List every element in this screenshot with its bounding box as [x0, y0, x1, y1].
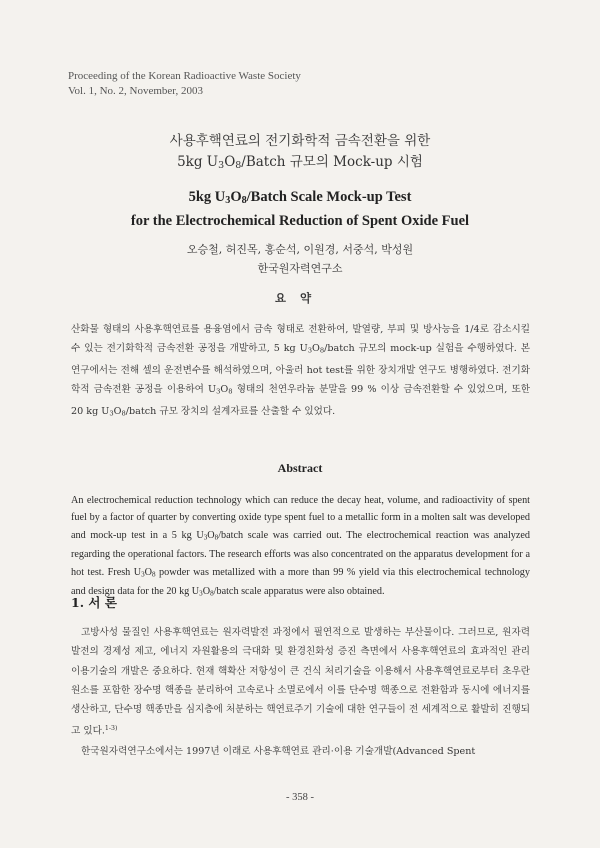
reference-marker: 1-3) — [104, 725, 118, 733]
page-number: - 358 - — [286, 792, 314, 803]
korean-abstract-text: /batch 규모 장치의 설계자료를 산출할 수 있었다. — [125, 405, 336, 417]
korean-title-line2 — [0, 152, 600, 176]
english-abstract-text: /batch scale was carried out. The electrochemical reaction was analyzed regarding the operational factors. The research efforts was also concentrated on the apparatus development for a hot test. Fresh U — [71, 529, 531, 578]
english-title-line1 — [0, 187, 600, 211]
author-names: 오승철, 허진목, 홍순석, 이원경, 서중석, 박성원 — [186, 243, 414, 256]
subscript: 3 — [203, 533, 208, 542]
subscript: 8 — [228, 387, 233, 396]
subscript: 3 — [109, 409, 114, 418]
english-title-text: /Batch Scale Mock-up Test — [246, 189, 412, 205]
korean-abstract-text: O — [311, 343, 320, 355]
english-abstract-text: O — [144, 566, 153, 578]
subscript: 8 — [319, 346, 325, 355]
introduction-paragraph-2: 한국원자력연구소에서는 1997년 이래로 사용후핵연료 관리·이용 기술개발(Advanced Spent — [81, 746, 476, 757]
journal-header — [68, 69, 301, 99]
subscript: 3 — [225, 195, 231, 207]
introduction-text: 고방사성 물질인 사용후핵연료는 원자력발전 과정에서 필연적으로 발생하는 부산물이다. 그러므로, 원자력발전의 경제성 제고, 에너지 자원활용의 극대화 및 환경친화성 증진 측면에서 사용후핵연료의 효과적인 관리 이용기술의 개발은 중요하다. 현재 핵확산 저항성이 큰 건식 처리기술을 이용해서 사용후핵연료로부터 초우란 원소를 포함한 장수명 핵종을 분리하여 고속로나 소멸로에서 이를 단수명 핵종으로 전환함과 동시에 에너지를 생산하고, 단수명 핵종만을 심지층에 처분하는 핵연료주기 기술에 대한 연구들이 전 세계적으로 활발히 진행되고 있다. — [71, 627, 530, 738]
subscript: 3 — [199, 589, 203, 598]
korean-title-line1: 사용후핵연료의 전기화학적 금속전환을 위한 — [169, 133, 431, 149]
subscript: 3 — [216, 387, 221, 396]
korean-abstract-text: O — [113, 405, 122, 417]
subscript: 3 — [141, 570, 145, 579]
korean-abstract-text: 형태의 천연우라늄 분말을 99 % 이상 금속전환할 수 있었으며, 또한 20 kg U — [71, 384, 531, 417]
korean-abstract-text: O — [220, 384, 229, 396]
author-block — [0, 240, 600, 278]
subscript: 8 — [235, 159, 242, 171]
abstract-heading: Abstract — [277, 461, 323, 475]
english-abstract-text: /batch scale apparatus were also obtained. — [213, 586, 385, 598]
korean-abstract-text: /batch 규모의 mock-up 실험을 수행하였다. 본 연구에서는 전해 셀의 운전변수를 해석하였으며, 아울러 hot test를 위한 장치개발 연구도 병행하였다. 전기화학적 금속전환 공정을 이용하여 U — [71, 343, 530, 396]
english-abstract-text: O — [202, 586, 211, 598]
english-title-line2: for the Electrochemical Reduction of Spent Oxide Fuel — [130, 213, 470, 230]
english-abstract — [71, 492, 530, 603]
english-abstract-text: An electrochemical reduction technology which can reduce the decay heat, volume, and radioactivity of spent fuel by a factor of quarter by converting oxide type spent fuel to a metallic form in a molten salt was developed and mock-up test in a 5 kg U — [71, 495, 530, 541]
section-heading-introduction: 1. 서 론 — [71, 595, 117, 610]
korean-title-text: /Batch 규모의 Mock-up 시험 — [241, 154, 423, 170]
subscript: 8 — [210, 589, 214, 598]
english-abstract-text: O — [207, 529, 215, 541]
introduction-paragraph-1 — [71, 623, 530, 742]
journal-name: Proceeding of the Korean Radioactive Waste Society — [68, 70, 301, 82]
korean-title-text: 5kg U — [177, 154, 219, 170]
korean-abstract-heading: 요약 — [274, 291, 326, 305]
subscript: 8 — [121, 409, 126, 418]
english-title-text: O — [230, 189, 242, 205]
english-title — [0, 187, 600, 232]
subscript: 3 — [218, 159, 225, 171]
english-abstract-text: powder was metallized with a more than 99 % yield via this electrochemical technology and design data for the 20 kg U — [71, 566, 530, 598]
subscript: 8 — [241, 195, 247, 207]
korean-abstract — [71, 320, 530, 424]
journal-volume: Vol. 1, No. 2, November, 2003 — [68, 85, 204, 97]
subscript: 3 — [307, 346, 312, 355]
korean-title-text: O — [224, 154, 236, 170]
author-affiliation: 한국원자력연구소 — [257, 262, 343, 275]
korean-title — [0, 131, 600, 176]
subscript: 8 — [152, 570, 156, 579]
english-title-text: 5kg U — [188, 189, 226, 205]
korean-abstract-text: 산화물 형태의 사용후핵연료를 용융염에서 금속 형태로 전환하여, 발열량, 부피 및 방사능을 1/4로 감소시킬 수 있는 전기화학적 금속전환 공정을 개발하고, 5 kg U — [71, 324, 530, 355]
subscript: 8 — [214, 533, 219, 542]
